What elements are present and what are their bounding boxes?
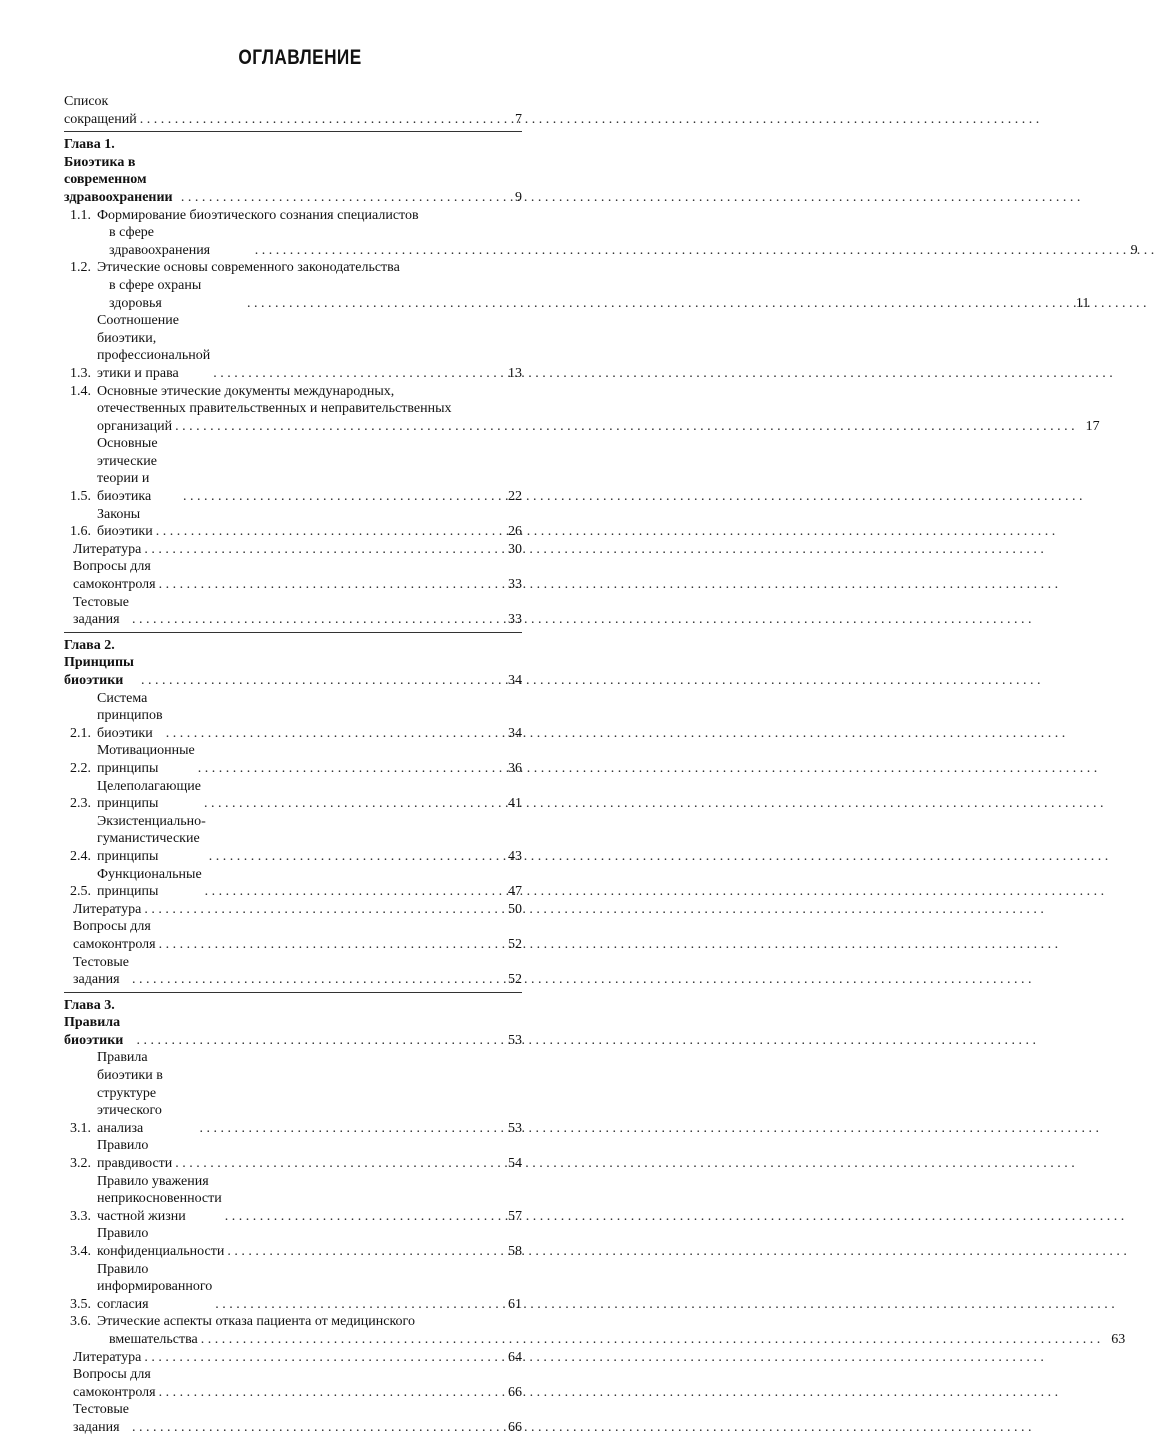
toc-entry-ch2-tests[interactable]	[64, 954, 522, 989]
toc-entry-text: Формирование биоэтического сознания специалистов	[97, 207, 419, 223]
toc-page-number: 63	[1111, 1331, 1126, 1347]
toc-chapter-title: Глава 1. Биоэтика в современном здравоохранении	[64, 137, 173, 205]
leader-dots	[201, 1331, 1101, 1349]
leader-dots	[225, 1208, 497, 1226]
toc-page-number: 66	[508, 1419, 522, 1435]
toc-page-number: 43	[508, 848, 522, 864]
toc-entry-text: Правило информированного согласия	[97, 1261, 213, 1312]
toc-entry-3-4[interactable]	[64, 1225, 522, 1260]
leader-dots	[183, 488, 497, 506]
toc-page-number: 66	[508, 1384, 522, 1400]
toc-entry-text: Вопросы для самоконтроля	[73, 1367, 156, 1400]
toc-entry-text-continued: отечественных правительственных и неправительственных	[97, 401, 452, 417]
toc-entry-text-continued: в сфере здравоохранения	[109, 225, 211, 258]
toc-entry-text: Этические аспекты отказа пациента от медицинского	[97, 1314, 415, 1330]
toc-entry-3-2[interactable]	[64, 1137, 522, 1172]
toc-page-number: 34	[508, 673, 522, 688]
toc-entry-ch3-literature[interactable]	[64, 1349, 522, 1367]
toc-page-number: 58	[508, 1244, 522, 1259]
toc-entry-1-5[interactable]	[64, 435, 522, 505]
toc-entry-number: 3.5.	[70, 1296, 91, 1312]
leader-dots	[132, 611, 497, 629]
toc-entry-text: Литература	[73, 1349, 142, 1365]
toc-entry-1-1[interactable]	[64, 207, 1138, 260]
toc-page-number: 9	[1130, 242, 1138, 258]
leader-dots	[136, 1032, 497, 1050]
toc-entry-number: 2.1.	[70, 725, 91, 741]
toc-entry-ch2-literature[interactable]	[64, 901, 522, 919]
toc-page-number: 52	[508, 936, 522, 952]
toc-chapter-2[interactable]	[64, 637, 522, 690]
toc-entry-text: Литература	[73, 901, 142, 917]
toc-page-number: 7	[515, 111, 522, 127]
leader-dots	[159, 1384, 497, 1402]
toc-entry-text: Литература	[73, 541, 142, 557]
toc-entry-ch1-questions[interactable]	[64, 558, 522, 593]
toc-entry-number: 2.2.	[70, 760, 91, 776]
toc-page-number: 54	[508, 1156, 522, 1172]
toc-entry-text: Мотивационные принципы	[97, 743, 195, 776]
toc-page-number: 9	[515, 189, 522, 205]
leader-dots	[159, 936, 497, 954]
toc-entry-1-2[interactable]	[64, 259, 1090, 312]
toc-chapter-title: Глава 2. Принципы биоэтики	[64, 637, 134, 688]
toc-page-number: 53	[508, 1120, 522, 1136]
leader-dots	[227, 1243, 497, 1261]
leader-dots	[209, 848, 497, 866]
leader-dots	[175, 1155, 497, 1173]
toc-entry-2-4[interactable]	[64, 813, 522, 866]
toc-entry-ch3-questions[interactable]	[64, 1366, 522, 1401]
toc-entry-text: Вопросы для самоконтроля	[73, 919, 156, 952]
leader-dots	[255, 242, 1113, 260]
toc-entry-text: Этические основы современного законодательства	[97, 260, 400, 276]
toc-page-number: 33	[508, 612, 522, 628]
toc-page-number: 33	[508, 577, 522, 593]
leader-dots	[204, 795, 497, 813]
toc-entry-text-continued: вмешательства	[109, 1331, 198, 1347]
toc-entry-3-3[interactable]	[64, 1173, 522, 1226]
leader-dots	[199, 1120, 497, 1138]
toc-entry-number: 2.3.	[70, 796, 91, 812]
leader-dots	[156, 523, 497, 541]
toc-entry-text: Система принципов биоэтики	[97, 690, 163, 741]
section-divider	[64, 992, 522, 993]
toc-entry-ch2-questions[interactable]	[64, 918, 522, 953]
toc-chapter-3[interactable]	[64, 997, 522, 1050]
toc-entry-1-3[interactable]	[64, 312, 522, 382]
section-divider	[64, 131, 522, 132]
toc-entry-ch3-tests[interactable]	[64, 1401, 522, 1436]
toc-entry-text: Тестовые задания	[73, 954, 129, 988]
toc-page-number: 61	[508, 1296, 522, 1312]
toc-entry-text-continued: в сфере охраны здоровья	[109, 277, 202, 311]
leader-dots	[140, 111, 497, 129]
leader-dots	[166, 725, 497, 743]
toc-entry-number: 1.6.	[70, 524, 91, 540]
toc-page-number: 34	[508, 725, 522, 741]
toc-entry-2-1[interactable]	[64, 690, 522, 743]
leader-dots	[215, 1296, 497, 1314]
toc-page-number: 36	[508, 760, 522, 776]
toc-entry-2-5[interactable]	[64, 866, 522, 901]
toc-entry-text: Основные этические теории и биоэтика	[97, 436, 158, 505]
leader-dots	[175, 418, 1075, 436]
toc-page-number: 50	[508, 901, 522, 917]
toc-entry-2-2[interactable]	[64, 742, 522, 777]
toc-entry-number: 3.4.	[70, 1244, 91, 1259]
toc-entry-text: Вопросы для самоконтроля	[73, 559, 156, 593]
table-of-contents	[64, 93, 1138, 1437]
leader-dots	[198, 760, 497, 778]
toc-entry-text: Основные этические документы международных,	[97, 383, 395, 399]
toc-page-number: 64	[508, 1349, 522, 1365]
toc-entry-text: Правило правдивости	[97, 1138, 173, 1172]
leader-dots	[144, 901, 497, 919]
toc-entry-2-3[interactable]	[64, 778, 522, 813]
toc-entry-number: 1.2.	[70, 260, 91, 276]
toc-page-number: 26	[508, 524, 522, 540]
leader-dots	[181, 189, 497, 207]
toc-entry-number: 3.2.	[70, 1156, 91, 1172]
toc-entry-text: Тестовые задания	[73, 594, 129, 628]
toc-entry-number: 1.3.	[70, 365, 91, 381]
toc-entry-text-continued: организаций	[97, 418, 173, 434]
toc-page-number: 17	[1085, 418, 1100, 434]
toc-entry-number: 3.3.	[70, 1208, 91, 1224]
toc-entry-text: Соотношение биоэтики, профессиональной этики и права	[97, 313, 211, 381]
leader-dots	[132, 1419, 497, 1437]
toc-page-number: 57	[508, 1208, 522, 1224]
toc-entry-number: 2.5.	[70, 884, 91, 900]
toc-entry-ch1-tests[interactable]	[64, 594, 522, 629]
page-title: ОГЛАВЛЕНИЕ	[238, 46, 362, 69]
toc-page-number: 30	[508, 541, 522, 557]
leader-dots	[132, 971, 497, 989]
section-divider	[64, 632, 522, 633]
leader-dots	[247, 295, 1064, 313]
toc-entry-3-5[interactable]	[64, 1261, 522, 1314]
toc-entry-text: Тестовые задания	[73, 1402, 129, 1435]
leader-dots	[141, 672, 497, 690]
leader-dots	[159, 576, 497, 594]
toc-entry-3-1[interactable]	[64, 1049, 522, 1137]
toc-page-number: 47	[508, 884, 522, 900]
toc-entry-ch1-literature[interactable]	[64, 541, 522, 559]
leader-dots	[144, 541, 497, 559]
toc-page-number: 11	[1075, 295, 1090, 311]
toc-entry-text: Законы биоэтики	[97, 506, 153, 540]
toc-entry-1-4[interactable]	[64, 383, 1100, 436]
leader-dots	[144, 1349, 497, 1367]
toc-entry-text: Функциональные принципы	[97, 866, 202, 900]
leader-dots	[213, 365, 497, 383]
toc-entry-number: 1.1.	[70, 207, 91, 223]
toc-entry-3-6[interactable]	[64, 1313, 1126, 1348]
toc-entry-text: Список сокращений	[64, 94, 137, 127]
toc-entry-number: 2.4.	[70, 848, 91, 864]
toc-entry-number: 3.6.	[70, 1314, 91, 1330]
toc-entry-text: Правило конфиденциальности	[97, 1226, 225, 1259]
toc-entry-abbreviations[interactable]	[64, 93, 522, 128]
toc-entry-text: Правила биоэтики в структуре этического анализа	[97, 1050, 163, 1136]
toc-page-number: 52	[508, 972, 522, 988]
toc-entry-number: 1.4.	[70, 383, 91, 399]
toc-page-number: 13	[508, 365, 522, 381]
toc-entry-text: Правило уважения неприкосновенности частной жизни	[97, 1173, 222, 1224]
toc-page-number: 41	[508, 796, 522, 812]
toc-entry-1-6[interactable]	[64, 506, 522, 541]
toc-chapter-1[interactable]	[64, 136, 522, 206]
toc-entry-text: Экзистенциально-гуманистические принципы	[97, 813, 206, 864]
toc-chapter-title: Глава 3. Правила биоэтики	[64, 997, 124, 1048]
toc-page-number: 22	[508, 489, 522, 505]
toc-page-number: 53	[508, 1032, 522, 1048]
leader-dots	[205, 883, 497, 901]
toc-entry-number: 1.5.	[70, 489, 91, 505]
toc-entry-number: 3.1.	[70, 1120, 91, 1136]
toc-entry-text: Целеполагающие принципы	[97, 778, 201, 812]
